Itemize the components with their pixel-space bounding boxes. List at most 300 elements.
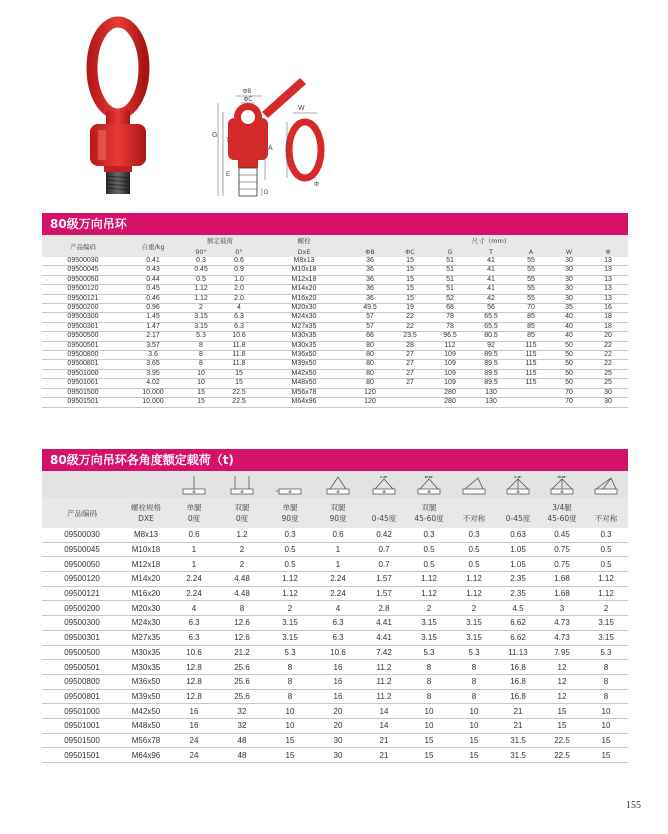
table-cell: 18 xyxy=(588,322,628,331)
table-cell: 50 xyxy=(550,351,588,360)
header-line: 45-60度 xyxy=(547,514,577,523)
table-cell: 12.8 xyxy=(170,674,218,689)
table-cell: 15 xyxy=(182,388,220,397)
table-cell: 2.0 xyxy=(220,294,258,303)
table-row xyxy=(42,528,628,542)
table-cell: 15 xyxy=(406,733,452,748)
table-cell: 2 xyxy=(266,601,314,616)
table-cell: 09500801 xyxy=(42,689,122,704)
header-line: 90度 xyxy=(281,514,299,523)
page-number: 155 xyxy=(626,800,641,811)
table-cell: 18 xyxy=(588,313,628,322)
table-cell: 10 xyxy=(584,718,628,733)
table-cell: 2 xyxy=(452,601,496,616)
table-cell: M12x18 xyxy=(258,275,350,284)
dim-phi-label: Φ xyxy=(314,182,319,188)
table-cell: 11.8 xyxy=(220,341,258,350)
table-cell: 0.3 xyxy=(584,528,628,542)
swivel-eye-photo xyxy=(90,22,146,194)
table-cell: 09500200 xyxy=(42,601,122,616)
table-cell: 22.5 xyxy=(540,748,584,763)
table-cell: 55 xyxy=(512,257,550,266)
table-cell: 10 xyxy=(266,718,314,733)
table-cell: 6.62 xyxy=(496,616,540,631)
col-T: T xyxy=(470,246,512,257)
table-cell: 11.8 xyxy=(220,351,258,360)
table-cell: M30x35 xyxy=(122,660,170,675)
table-cell: 1.05 xyxy=(496,542,540,557)
col-W: W xyxy=(550,246,588,257)
table-cell: 109 xyxy=(430,369,470,378)
table-cell: 0.5 xyxy=(452,557,496,572)
table-cell: 09500800 xyxy=(42,351,124,360)
table-row xyxy=(42,360,628,369)
table-cell: 8 xyxy=(266,660,314,675)
table-cell: 15 xyxy=(540,704,584,719)
table-row xyxy=(42,322,628,331)
table-cell: 10.6 xyxy=(170,645,218,660)
table-cell: 6.3 xyxy=(314,630,362,645)
table-cell: 8 xyxy=(182,341,220,350)
table-cell: 5.3 xyxy=(584,645,628,660)
table-row xyxy=(42,285,628,294)
table-cell: 7.42 xyxy=(362,645,406,660)
table-cell: M36x50 xyxy=(122,674,170,689)
table-cell: 0.42 xyxy=(362,528,406,542)
table-row xyxy=(42,616,628,631)
col-G: G xyxy=(430,246,470,257)
dim-D-label: D xyxy=(264,190,269,196)
table-cell: 41 xyxy=(470,275,512,284)
table-cell: 1.05 xyxy=(496,557,540,572)
table-cell: 30 xyxy=(588,398,628,407)
table-cell: M14x20 xyxy=(258,285,350,294)
table-cell: 8 xyxy=(182,360,220,369)
table-cell: 0.7 xyxy=(362,542,406,557)
table-cell: 24 xyxy=(170,733,218,748)
table-cell: 09501000 xyxy=(42,704,122,719)
header-line: 螺栓规格 xyxy=(131,503,161,512)
table-cell: 89.5 xyxy=(470,369,512,378)
col-load-90: 90° xyxy=(182,246,220,257)
table-cell: 0.96 xyxy=(124,304,182,313)
table-cell: 2 xyxy=(218,557,266,572)
svg-text:G: G xyxy=(240,488,244,494)
table-cell: 55 xyxy=(512,294,550,303)
table-cell: 25 xyxy=(588,369,628,378)
table-cell: 22.5 xyxy=(540,733,584,748)
table-row xyxy=(42,304,628,313)
header-line: 90度 xyxy=(329,514,347,523)
table-row xyxy=(42,257,628,266)
table-cell: 21 xyxy=(362,733,406,748)
header-line: 不对称 xyxy=(594,514,618,523)
table-cell: 0.45 xyxy=(124,285,182,294)
table-cell: 22.5 xyxy=(220,388,258,397)
col-bolt: 螺栓 xyxy=(258,235,350,246)
table-cell: 15 xyxy=(220,369,258,378)
table-cell: 40 xyxy=(550,322,588,331)
table-cell: 0.5 xyxy=(406,542,452,557)
header-line: 单腿 xyxy=(186,503,202,512)
table-cell: 15 xyxy=(452,748,496,763)
table-cell: 8 xyxy=(182,351,220,360)
icon-cell xyxy=(406,471,452,498)
table-cell: 0.44 xyxy=(124,275,182,284)
table-cell: 13 xyxy=(588,275,628,284)
col-rated-load: 额定载荷 xyxy=(182,235,258,246)
table-cell: 3.15 xyxy=(266,630,314,645)
load-table xyxy=(42,471,628,763)
table-cell: 30 xyxy=(588,388,628,397)
table-cell: M20x30 xyxy=(258,304,350,313)
table-cell: 6.3 xyxy=(314,616,362,631)
table-cell: 25 xyxy=(588,379,628,388)
table-cell: 1.0 xyxy=(220,275,258,284)
table-row xyxy=(42,704,628,719)
header-line: 0-45度 xyxy=(505,514,531,523)
single-leg-90-icon xyxy=(274,474,306,496)
table-cell: 28 xyxy=(390,341,430,350)
table-cell: M8x13 xyxy=(258,257,350,266)
table-cell: 0.45 xyxy=(540,528,584,542)
table-cell: M42x50 xyxy=(258,369,350,378)
table-cell: 30 xyxy=(550,294,588,303)
table-row xyxy=(42,351,628,360)
table-row xyxy=(42,542,628,557)
table-cell: 31.5 xyxy=(496,748,540,763)
table-cell: 09500500 xyxy=(42,645,122,660)
table-cell: 8 xyxy=(584,689,628,704)
table-cell: 0.7 xyxy=(362,557,406,572)
table-cell: 2.35 xyxy=(496,586,540,601)
table-cell: 09500050 xyxy=(42,275,124,284)
dim-G-label: G xyxy=(212,132,218,139)
table-cell: 2 xyxy=(218,542,266,557)
product-illustrations xyxy=(0,0,668,205)
table-row xyxy=(42,660,628,675)
table-cell: 7.95 xyxy=(540,645,584,660)
table-cell: 1.47 xyxy=(124,322,182,331)
header-line: 0-45度 xyxy=(371,514,397,523)
table-cell: 78 xyxy=(430,322,470,331)
table-cell: M10x18 xyxy=(122,542,170,557)
table-cell: 68 xyxy=(430,304,470,313)
table-cell: 12 xyxy=(540,689,584,704)
table-cell: 1.12 xyxy=(452,586,496,601)
table-cell: 4 xyxy=(170,601,218,616)
table-cell: M30x35 xyxy=(258,341,350,350)
header-line xyxy=(452,502,496,513)
table-cell: M10x18 xyxy=(258,266,350,275)
table-cell: 11.2 xyxy=(362,674,406,689)
col-weight: 自重/kg xyxy=(124,235,182,257)
table-row xyxy=(42,733,628,748)
table-cell: 22.5 xyxy=(220,398,258,407)
table-cell: 65.5 xyxy=(470,322,512,331)
table-cell: 92 xyxy=(470,341,512,350)
table-cell: M30x35 xyxy=(122,645,170,660)
table-cell: 09501501 xyxy=(42,398,124,407)
table-cell: 115 xyxy=(512,351,550,360)
table-cell: 30 xyxy=(314,748,362,763)
table-cell: 70 xyxy=(512,304,550,313)
table-cell xyxy=(512,388,550,397)
table-cell: M16x20 xyxy=(258,294,350,303)
table-cell: 15 xyxy=(390,257,430,266)
single-leg-0-icon xyxy=(178,474,210,496)
table-cell: 4.02 xyxy=(124,379,182,388)
table-cell: 13 xyxy=(588,294,628,303)
table-cell: 11.2 xyxy=(362,689,406,704)
table-cell: 130 xyxy=(470,388,512,397)
svg-text:G: G xyxy=(516,488,520,494)
header-line: 3/4腿 xyxy=(552,503,572,512)
table-cell: 50 xyxy=(550,379,588,388)
table-cell: 0.3 xyxy=(406,528,452,542)
double-leg-0-45-icon xyxy=(368,474,400,496)
header-line xyxy=(584,502,628,513)
table-cell: 09500121 xyxy=(42,586,122,601)
col-col10 xyxy=(584,498,628,528)
table-cell: 1.12 xyxy=(452,572,496,587)
table-cell: 10.000 xyxy=(124,398,182,407)
table-cell: 16 xyxy=(170,704,218,719)
table-cell: 09500121 xyxy=(42,294,124,303)
table-cell: 09500300 xyxy=(42,616,122,631)
col-code: 产品编码 xyxy=(42,235,124,257)
svg-text:G: G xyxy=(192,488,196,494)
table-cell: 130 xyxy=(470,398,512,407)
table-row xyxy=(42,341,628,350)
table-cell: 09500301 xyxy=(42,322,124,331)
table-cell: 27 xyxy=(390,369,430,378)
table-row xyxy=(42,294,628,303)
table-cell: 48 xyxy=(218,733,266,748)
col-col5 xyxy=(362,498,406,528)
table-cell: 0.5 xyxy=(584,542,628,557)
table-cell: 13 xyxy=(588,266,628,275)
table-cell: 0.3 xyxy=(452,528,496,542)
table-cell: 22 xyxy=(390,313,430,322)
table-row xyxy=(42,369,628,378)
table-cell: 115 xyxy=(512,360,550,369)
table-cell: 15 xyxy=(390,266,430,275)
spec-table xyxy=(42,235,628,408)
table-cell: 10.000 xyxy=(124,388,182,397)
table-cell: 85 xyxy=(512,322,550,331)
table-cell: 22 xyxy=(588,341,628,350)
table-cell: 109 xyxy=(430,351,470,360)
table-cell: 0.63 xyxy=(496,528,540,542)
table-cell: 09500045 xyxy=(42,542,122,557)
table-cell: 25.6 xyxy=(218,689,266,704)
table-row xyxy=(42,332,628,341)
col-col6 xyxy=(406,498,452,528)
table-cell: 51 xyxy=(430,257,470,266)
table-cell: 8 xyxy=(266,674,314,689)
table-cell: 3.15 xyxy=(266,616,314,631)
table-cell: M30x35 xyxy=(258,332,350,341)
table-cell: 0.6 xyxy=(314,528,362,542)
table-row xyxy=(42,388,628,397)
table-cell: 4.41 xyxy=(362,616,406,631)
table-cell: 41 xyxy=(470,266,512,275)
table-cell: 96.5 xyxy=(430,332,470,341)
table-cell: 35 xyxy=(550,304,588,313)
svg-text:G: G xyxy=(336,488,340,494)
table-cell: M27x35 xyxy=(122,630,170,645)
col-phiC: ΦC xyxy=(390,246,430,257)
table-cell: 80.5 xyxy=(470,332,512,341)
table-cell: M64x96 xyxy=(258,398,350,407)
svg-text:G: G xyxy=(560,488,564,494)
header-line: 双腿 xyxy=(330,503,346,512)
col-code: 产品编码 xyxy=(42,498,122,528)
table-cell: 80 xyxy=(350,360,390,369)
table-cell: 1.12 xyxy=(182,285,220,294)
table-cell: 1.12 xyxy=(406,572,452,587)
table-cell: 3.15 xyxy=(452,630,496,645)
table-cell: 09500300 xyxy=(42,313,124,322)
table-cell: 2.24 xyxy=(170,572,218,587)
table-cell: 1 xyxy=(314,542,362,557)
table-cell: 85 xyxy=(512,332,550,341)
table-cell: 2.17 xyxy=(124,332,182,341)
table-cell: 80 xyxy=(350,369,390,378)
table-cell: 51 xyxy=(430,275,470,284)
table-cell: 09500501 xyxy=(42,660,122,675)
load-section-title: 80级万向吊环各角度额定载荷（t) xyxy=(42,449,628,471)
table-cell: 09500301 xyxy=(42,630,122,645)
table-cell: 112 xyxy=(430,341,470,350)
table-cell: 09500045 xyxy=(42,266,124,275)
table-cell: 22 xyxy=(390,322,430,331)
col-phi: Φ xyxy=(588,246,628,257)
table-cell: 1.45 xyxy=(124,313,182,322)
col-bolt-sub: DxE xyxy=(258,246,350,257)
header-line: 单腿 xyxy=(282,503,298,512)
table-cell xyxy=(512,398,550,407)
table-cell: 30 xyxy=(314,733,362,748)
table-row xyxy=(42,674,628,689)
col-col4 xyxy=(314,498,362,528)
spec-section-title: 80级万向吊环 xyxy=(42,213,628,235)
table-cell: 280 xyxy=(430,388,470,397)
col-col1 xyxy=(170,498,218,528)
table-cell: 36 xyxy=(350,266,390,275)
col-col3 xyxy=(266,498,314,528)
table-cell: 0.6 xyxy=(220,257,258,266)
header-line xyxy=(362,502,406,513)
col-col8 xyxy=(496,498,540,528)
table-cell: 21 xyxy=(496,704,540,719)
col-col7 xyxy=(452,498,496,528)
table-cell: 12.8 xyxy=(170,660,218,675)
table-cell: 16.8 xyxy=(496,674,540,689)
table-cell: 8 xyxy=(266,689,314,704)
dim-A-label: A xyxy=(268,145,273,152)
table-cell: 15 xyxy=(266,748,314,763)
table-cell: 10.6 xyxy=(314,645,362,660)
table-cell: 5.3 xyxy=(452,645,496,660)
table-cell: 36 xyxy=(350,257,390,266)
table-cell: 4.48 xyxy=(218,572,266,587)
table-cell: 3.15 xyxy=(182,313,220,322)
table-cell: 55 xyxy=(512,285,550,294)
table-row xyxy=(42,718,628,733)
table-cell: 109 xyxy=(430,360,470,369)
table-cell: 109 xyxy=(430,379,470,388)
table-cell: 89.5 xyxy=(470,379,512,388)
table-cell: 09500801 xyxy=(42,360,124,369)
table-cell: 40 xyxy=(550,332,588,341)
table-cell: 6.3 xyxy=(220,322,258,331)
table-cell xyxy=(390,388,430,397)
table-cell: 5.3 xyxy=(182,332,220,341)
table-cell: 10.6 xyxy=(220,332,258,341)
table-cell: 14 xyxy=(362,704,406,719)
table-cell: 3.57 xyxy=(124,341,182,350)
svg-text:0-45°: 0-45° xyxy=(380,474,388,479)
table-cell: 15 xyxy=(540,718,584,733)
table-cell: 09500120 xyxy=(42,285,124,294)
table-cell: 12.6 xyxy=(218,616,266,631)
table-cell: 09500500 xyxy=(42,332,124,341)
table-cell: 6.3 xyxy=(170,630,218,645)
table-cell: 2 xyxy=(182,304,220,313)
table-cell: 15 xyxy=(584,748,628,763)
table-cell: 40 xyxy=(550,313,588,322)
table-cell: 15 xyxy=(584,733,628,748)
header-line: 不对称 xyxy=(462,514,486,523)
table-cell: 0.5 xyxy=(406,557,452,572)
col-phiB: ΦB xyxy=(350,246,390,257)
table-cell: 0.5 xyxy=(266,542,314,557)
table-cell: 115 xyxy=(512,341,550,350)
table-cell: 10 xyxy=(182,369,220,378)
table-cell: 11.8 xyxy=(220,360,258,369)
table-cell: 0.75 xyxy=(540,557,584,572)
table-cell: 1.57 xyxy=(362,572,406,587)
table-cell: 0.3 xyxy=(266,528,314,542)
table-cell: 1.68 xyxy=(540,572,584,587)
table-row xyxy=(42,313,628,322)
table-cell: M12x18 xyxy=(122,557,170,572)
table-cell: 8 xyxy=(218,601,266,616)
table-cell: 4.73 xyxy=(540,616,584,631)
table-cell: 4.48 xyxy=(218,586,266,601)
table-cell: 8 xyxy=(406,674,452,689)
table-cell: 56 xyxy=(470,304,512,313)
table-cell: 15 xyxy=(182,398,220,407)
table-cell: 48 xyxy=(218,748,266,763)
table-cell: 1.12 xyxy=(266,572,314,587)
table-cell: 3.6 xyxy=(124,351,182,360)
table-cell: 8 xyxy=(584,674,628,689)
svg-text:45-60°: 45-60° xyxy=(424,474,434,479)
col-col9 xyxy=(540,498,584,528)
table-cell: 3 xyxy=(540,601,584,616)
table-cell: 27 xyxy=(390,351,430,360)
table-cell: M27x35 xyxy=(258,322,350,331)
table-cell: 36 xyxy=(350,294,390,303)
table-cell: 11.13 xyxy=(496,645,540,660)
icon-cell xyxy=(218,471,266,498)
table-cell: 09501500 xyxy=(42,388,124,397)
table-cell: 11.2 xyxy=(362,660,406,675)
table-cell: 13 xyxy=(588,285,628,294)
